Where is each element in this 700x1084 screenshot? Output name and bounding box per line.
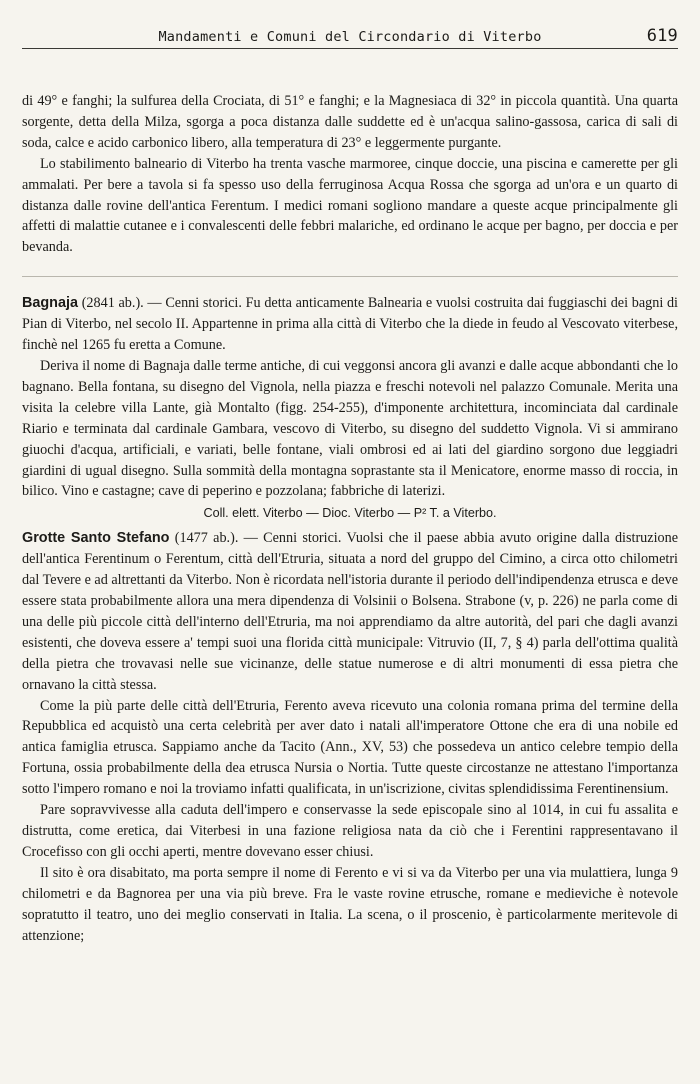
running-header xyxy=(22,20,678,49)
entry-bagnaja xyxy=(22,293,678,522)
grotte-heading: Grotte Santo Stefano xyxy=(22,530,170,547)
grotte-paragraph-1 xyxy=(22,528,678,695)
header-title: Mandamenti e Comuni del Circondario di Viterbo xyxy=(158,29,542,45)
grotte-paragraph-2: Come la più parte delle città dell'Etruria, Ferento aveva ricevuto una colonia romana prima del termine della Repubblica ed acquistò una certa celebrità per aver dato i natali all'imperatore Ottone che era di una nobile ed antica famiglia etrusca. Sappiamo anche da Tacito (Ann., XV, 53) che possedeva un antico celebre tempio della Fortuna, ossia probabilmente della dea etrusca Nursia o Nortia. Tutte queste circostanze ne attestano l'importanza sotto l'impero romano e noi la troviamo infatti qualificata, in un'iscrizione, civitas splendidissima Ferentinensium. xyxy=(22,697,678,798)
bagnaja-note: Coll. elett. Viterbo — Dioc. Viterbo — P² T. a Viterbo. xyxy=(203,506,497,521)
entry-grotte-santo-stefano xyxy=(22,528,678,946)
section-divider xyxy=(22,276,678,277)
grotte-population: (1477 ab.). — Cenni storici. xyxy=(174,530,342,547)
intro-paragraph-2: Lo stabilimento balneario di Viterbo ha trenta vasche marmoree, cinque doccie, una piscina e camerette per gli ammalati. Per bere a tavola si fa spesso uso della ferruginosa Acqua Rossa che sgorga ad un'ora e un quarto di distanza dalle rovine dell'antica Ferentum. I medici romani sogliono mandare a queste acque principalmente gli affetti di malattie cutanee e i convalescenti delle febbri malariche, ed ordinano le acque per bagno, per doccia e per bevanda. xyxy=(22,155,678,256)
grotte-text-1: Vuolsi che il paese abbia avuto origine dalla distruzione dell'antica Ferentinum o Ferentum, città dell'Etruria, situata a nord del gruppo del Cimino, a circa otto chilometri dal Tevere e ad altrettanti da Viterbo. Non è ricordata nell'istoria durante il periodo dell'indipendenza etrusca e deve essere stata probabilmente allora una mera dipendenza di Volsinii o Bolsena. Strabone (v, p. 226) ne parla come di una delle più piccole città dell'interno dell'Etruria, ma noi apprendiamo da altre autorità, del pari che dagli avanzi esistenti, che doveva essere a' tempi suoi una florida città municipale: Vitruvio (II, 7, § 4) parla dell'ottima qualità della pietra che trovavasi nelle sue vicinanze, delle statue numerose e di altri monumenti di essa pietra che ornavano la città stessa. xyxy=(22,530,678,693)
book-page xyxy=(22,20,678,946)
grotte-paragraph-4: Il sito è ora disabitato, ma porta sempre il nome di Ferento e vi si va da Viterbo per una via mulattiera, lunga 9 chilometri e da Bagnorea per una via più breve. Fra le vaste rovine etrusche, romane e medieviche è notevole sopratutto il teatro, uno dei meglio conservati in Italia. La scena, o il proscenio, è particolarmente meritevole di attenzione; xyxy=(22,864,678,944)
bagnaja-text-1: Fu detta anticamente Balnearia e vuolsi costruita dai fuggiaschi dei bagni di Pian di Viterbo, nel secolo II. Appartenne in prima alla città di Viterbo che la diede in feudo al Vescovato viterbese, finchè nel 1265 fu eretta a Comune. xyxy=(22,295,679,354)
bagnaja-heading: Bagnaja xyxy=(22,295,78,312)
bagnaja-population: (2841 ab.). — Cenni storici. xyxy=(81,295,242,312)
intro-section xyxy=(22,91,678,258)
bagnaja-paragraph-1 xyxy=(22,293,678,356)
grotte-paragraph-3: Pare sopravvivesse alla caduta dell'impero e conservasse la sede episcopale sino al 1014, in cui fu assalita e distrutta, come eretica, dai Viterbesi in una fazione religiosa nata da ciò che i Ferentini rappresentavano il Crocefisso con gli occhi aperti, mentre dovevano esser chiusi. xyxy=(22,802,678,860)
page-number: 619 xyxy=(646,26,678,46)
bagnaja-paragraph-2: Deriva il nome di Bagnaja dalle terme antiche, di cui veggonsi ancora gli avanzi e dalle acque abbondanti che lo bagnano. Bella fontana, su disegno del Vignola, nella piazza e freschi notevoli nel palazzo Comunale. Merita una visita la celebre villa Lante, già Montalto (figg. 254-255), d'imponente architettura, incominciata dal cardinale Riario e terminata dal cardinale Gambara, vescovo di Viterbo, su disegno del suddetto Vignola. Vi si ammirano giuochi d'acqua, artificiali, e variati, belle fontane, viali ombrosi ed ai lati del giardino sorgono due leggiadri giardini di ugual disegno. Sulla sommità della montagna soprastante sta il Menicatore, enorme masso di roccia, in bilico. Vino e castagne; cave di peperino e pozzolana; fabbriche di laterizi. xyxy=(22,357,678,500)
intro-paragraph-1: di 49° e fanghi; la sulfurea della Crociata, di 51° e fanghi; e la Magnesiaca di 32° in piccola quantità. Una quarta sorgente, detta della Milza, sgorga a poca distanza dalle suddette ed è un'acqua salino-gassosa, carica di sali di soda, calce e acido carbonico libero, alla temperatura di 23° e leggermente purgante. xyxy=(22,93,678,151)
